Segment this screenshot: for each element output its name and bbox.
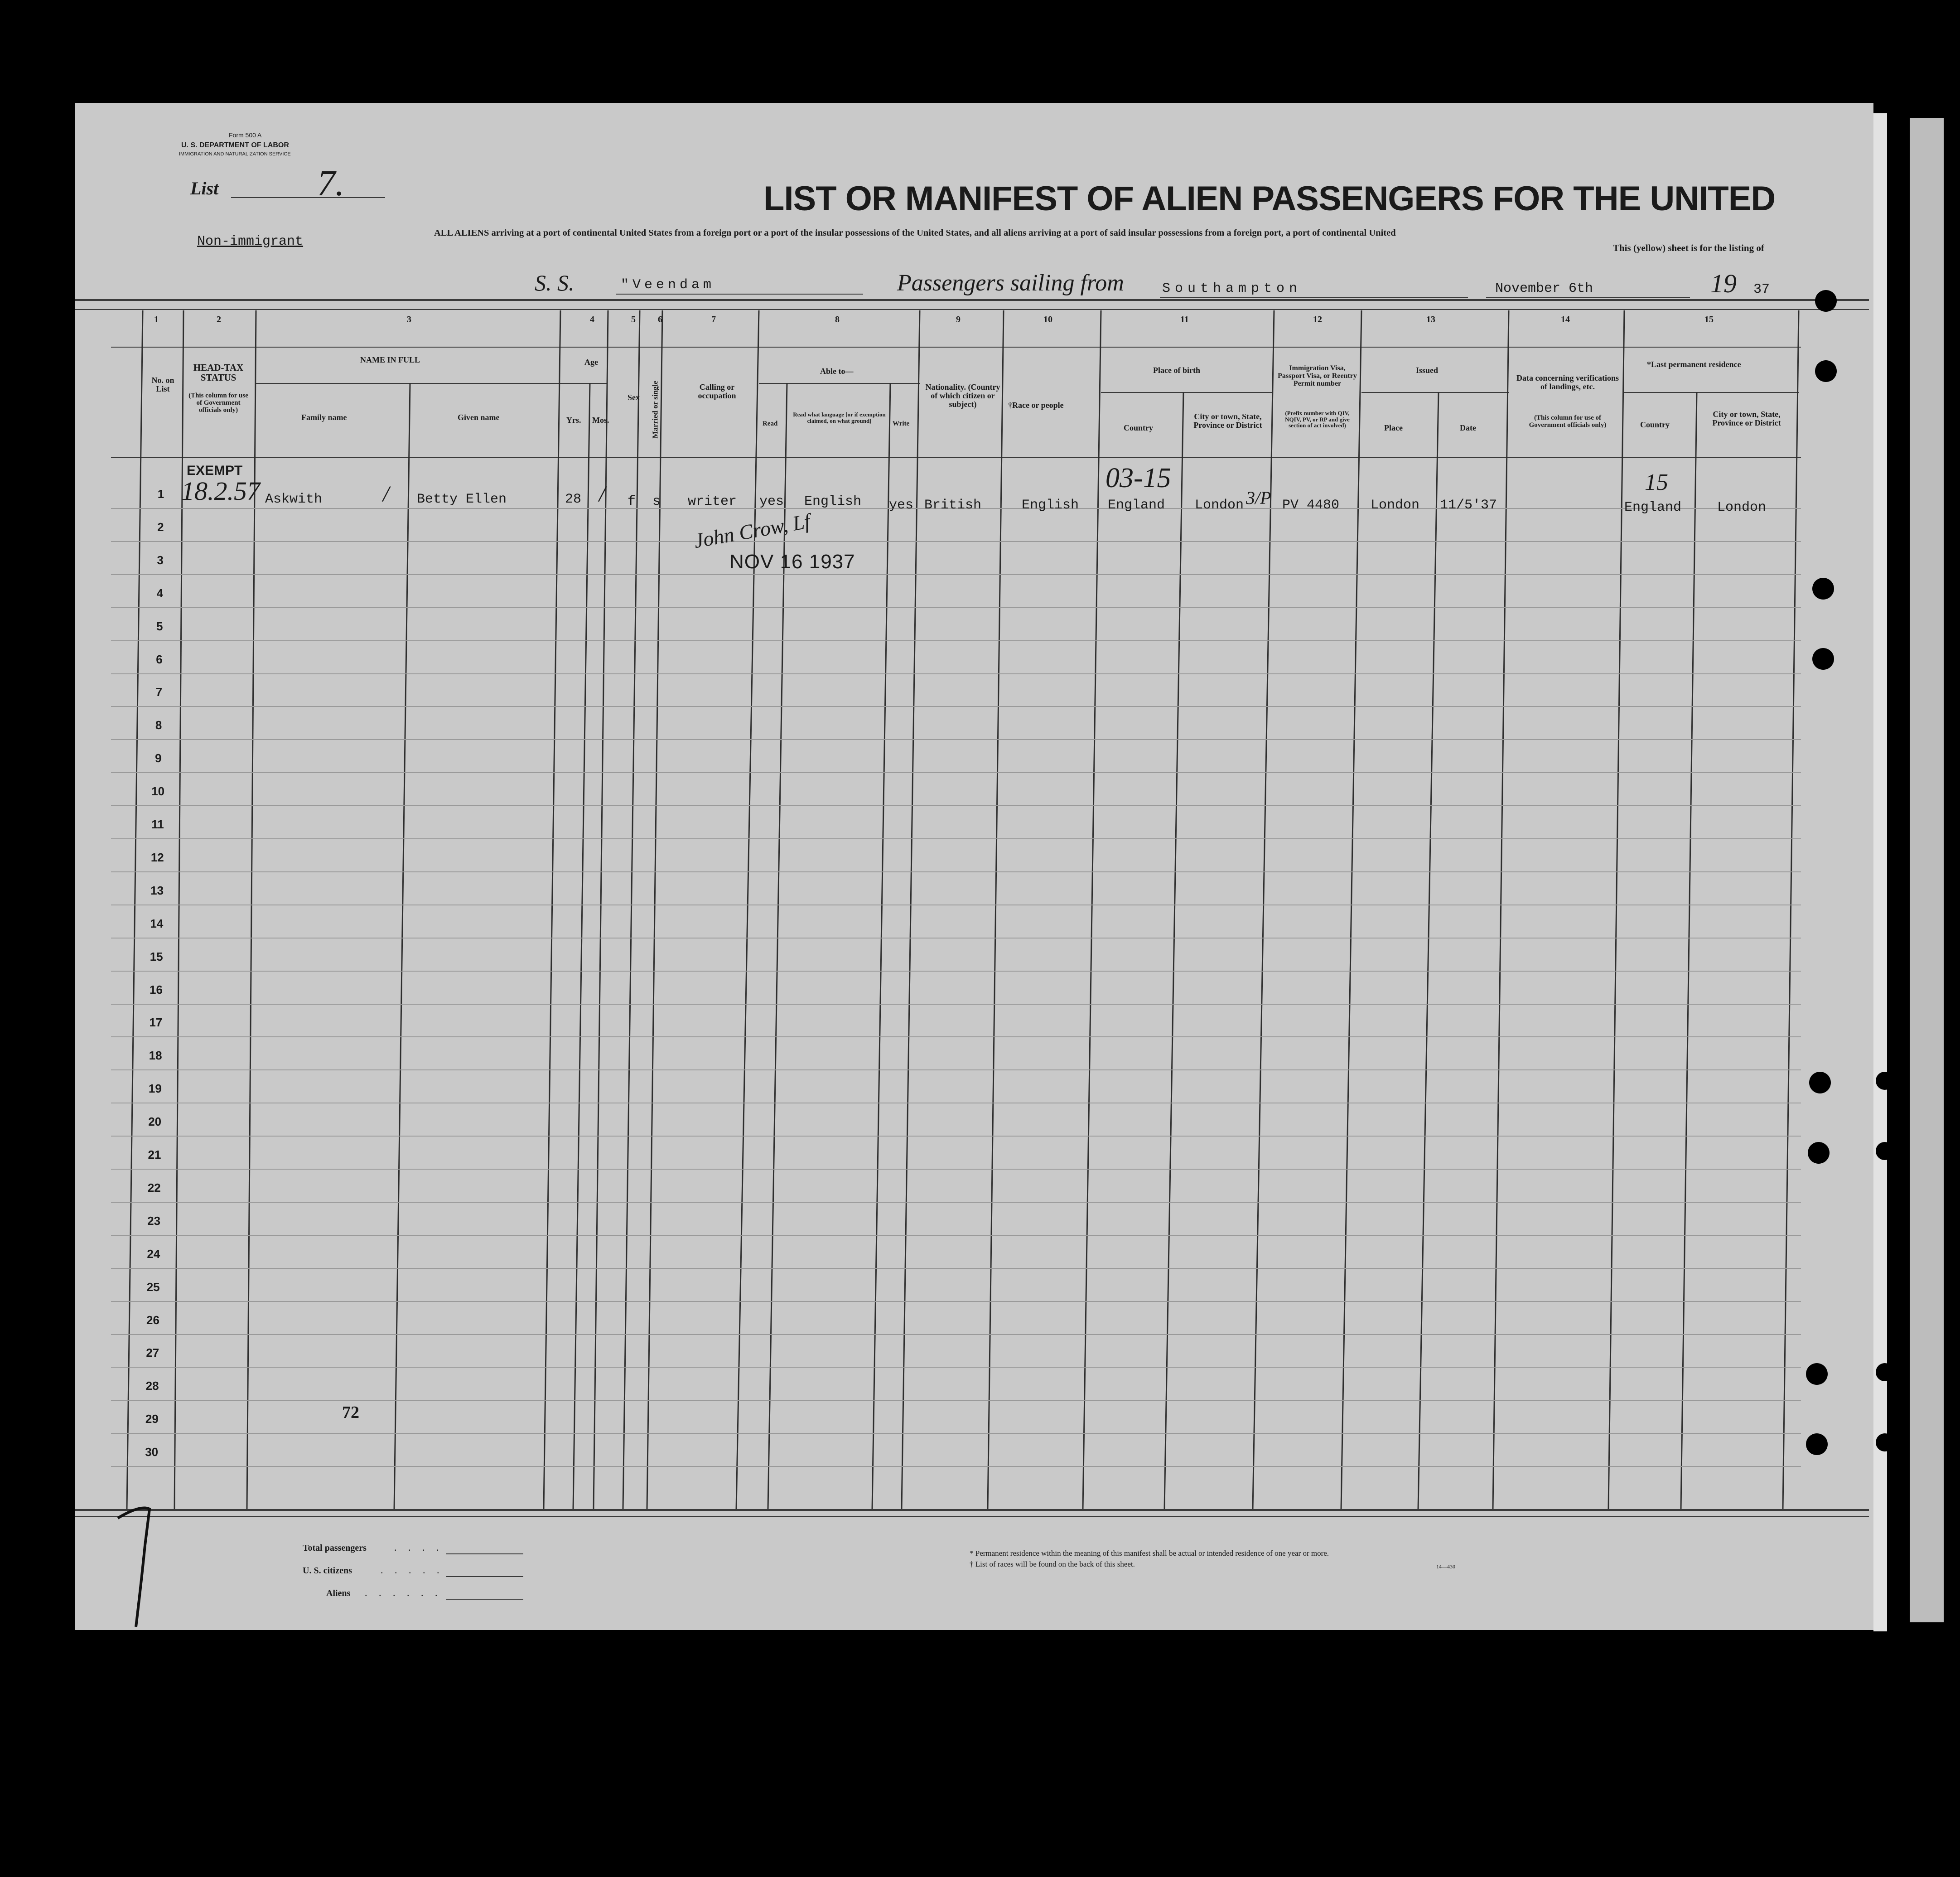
- row-number: 5: [156, 619, 163, 633]
- binder-hole-edge: [1876, 1363, 1894, 1381]
- issued-place: London: [1371, 498, 1420, 513]
- header-given-name: Given name: [458, 413, 500, 422]
- row-number: 18: [149, 1049, 162, 1063]
- binder-hole: [1808, 1142, 1830, 1164]
- header-calling: Calling or occupation: [698, 382, 736, 400]
- colnum-2: 2: [217, 314, 221, 324]
- visa-number: PV 4480: [1282, 498, 1340, 513]
- row-number: 29: [145, 1412, 159, 1426]
- header-pob-city: City or town, State, Province or District: [1193, 412, 1262, 430]
- row-number: 25: [146, 1280, 160, 1294]
- service: IMMIGRATION AND NATURALIZATION SERVICE: [179, 151, 291, 157]
- footer-aliens-line: [446, 1599, 523, 1600]
- header-issued-place: Place: [1384, 423, 1403, 432]
- row-number: 22: [147, 1180, 161, 1195]
- row-rule: [111, 1367, 1801, 1368]
- row-rule: [111, 1433, 1801, 1434]
- row-number: 21: [148, 1148, 161, 1161]
- row-number: 6: [156, 652, 163, 666]
- colnum-5: 5: [631, 314, 636, 324]
- header-visa-note: (Prefix number with QIV, NQIV, PV, or RP and give section of act involved): [1285, 410, 1350, 429]
- race: English: [1022, 498, 1079, 513]
- row-rule: [111, 706, 1801, 707]
- header-sex: Sex: [628, 393, 640, 402]
- row-number: 27: [146, 1346, 159, 1360]
- department: U. S. DEPARTMENT OF LABOR: [181, 141, 289, 149]
- header-no-on-list: No. on List: [151, 376, 174, 393]
- row-number: 26: [146, 1313, 159, 1327]
- row-number: 7: [155, 685, 163, 699]
- page-title: LIST OR MANIFEST OF ALIEN PASSENGERS FOR THE UNITED: [763, 179, 1776, 218]
- colnum-11: 11: [1180, 314, 1189, 324]
- year-prefix: 19: [1710, 269, 1737, 298]
- header-yrs: Yrs.: [566, 416, 581, 425]
- row-number: 17: [149, 1016, 163, 1030]
- form-number: Form 500 A: [229, 131, 262, 139]
- row-number: 16: [150, 982, 163, 997]
- header-read-language: Read what language [or if exemption claimed, on what ground]: [793, 411, 886, 424]
- footer-aliens-dots: . . . . . .: [365, 1587, 442, 1598]
- header-lr-country: Country: [1640, 420, 1670, 429]
- row-rule: [111, 1004, 1801, 1005]
- can-write: yes: [889, 498, 914, 513]
- footer-total-dots: . . . .: [394, 1542, 444, 1553]
- inspection-date-stamp: NOV 16 1937: [729, 551, 855, 573]
- lr-city: London: [1717, 500, 1767, 515]
- row-rule: [111, 971, 1801, 972]
- header-pob-country: Country: [1124, 423, 1154, 432]
- nationality: British: [924, 498, 982, 513]
- binder-hole: [1806, 1433, 1828, 1455]
- can-read: yes: [759, 494, 784, 509]
- colnum-1: 1: [154, 314, 159, 324]
- row-number: 20: [148, 1115, 162, 1129]
- age-months-mark: /: [599, 481, 605, 506]
- row-number: 3: [157, 553, 164, 567]
- head-tax-stamp: EXEMPT: [187, 463, 243, 478]
- row-number: 24: [147, 1247, 160, 1261]
- row-number: 1: [157, 487, 164, 501]
- header-verifications-note: (This column for use of Government officials only): [1529, 414, 1607, 429]
- row-number: 11: [151, 818, 164, 831]
- colnum-13: 13: [1426, 314, 1435, 324]
- inspector-signature: John Crow, Lf: [692, 509, 812, 553]
- header-married: Married or single: [651, 381, 660, 439]
- lr-country: England: [1624, 500, 1682, 515]
- binder-hole: [1809, 1072, 1831, 1093]
- list-label: List: [190, 178, 219, 198]
- margin-handwritten-mark: [109, 1491, 163, 1636]
- instructions-line1: ALL ALIENS arriving at a port of continental United States from a foreign port or a port of the insular possessions of the United States, and all aliens arriving at a port of said insular possessions from a foreign port, a port of continental United: [434, 228, 1396, 238]
- row-number: 28: [145, 1379, 159, 1393]
- row-rule: [111, 1301, 1801, 1302]
- colnum-3: 3: [407, 314, 411, 324]
- row-rule: [111, 1136, 1801, 1137]
- footer-us-dots: . . . . .: [381, 1564, 444, 1576]
- row-rule: [111, 805, 1801, 806]
- header-race: †Race or people: [1008, 401, 1064, 410]
- header-visa: Immigration Visa, Passport Visa, or Reentry Permit number: [1278, 364, 1357, 387]
- row-rule: [111, 1268, 1801, 1269]
- header-name-in-full: NAME IN FULL: [360, 355, 420, 364]
- ss-label: S. S.: [535, 270, 574, 295]
- family-name: Askwith: [265, 492, 323, 507]
- footer-code: 14—430: [1436, 1563, 1455, 1570]
- header-lr-city: City or town, State, Province or District: [1712, 410, 1781, 427]
- row-rule: [111, 1169, 1801, 1170]
- header-issued-date: Date: [1460, 423, 1476, 432]
- row-rule: [111, 871, 1801, 872]
- header-mos: Mos.: [592, 416, 609, 425]
- colnum-9: 9: [956, 314, 961, 324]
- binder-hole: [1806, 1363, 1828, 1385]
- age-years: 28: [565, 492, 582, 507]
- year-suffix: 37: [1753, 282, 1770, 297]
- header-issued: Issued: [1416, 366, 1439, 375]
- marital-status: s: [652, 494, 661, 509]
- row-rule: [111, 1036, 1801, 1037]
- row-number: 4: [156, 586, 164, 600]
- row-number: 12: [150, 850, 164, 864]
- row-number: 8: [155, 718, 162, 732]
- row-rule: [111, 1466, 1801, 1467]
- header-write: Write: [893, 420, 910, 427]
- sex: f: [628, 494, 636, 509]
- pob-country: England: [1108, 498, 1165, 513]
- row-number: 15: [150, 949, 163, 963]
- row-rule: [111, 838, 1801, 839]
- row-number: 9: [155, 751, 162, 765]
- row-rule: [111, 607, 1801, 608]
- colnum-6: 6: [658, 314, 662, 324]
- row-rule: [111, 640, 1801, 641]
- family-name-check: /: [383, 481, 389, 506]
- row-rule: [111, 739, 1801, 740]
- binder-hole: [1815, 360, 1837, 382]
- instructions-line2: This (yellow) sheet is for the listing of: [1613, 242, 1764, 253]
- row-number: 2: [157, 520, 164, 534]
- row-number: 14: [150, 916, 164, 930]
- row-rule: [111, 1202, 1801, 1203]
- row-rule: [111, 673, 1801, 674]
- row-rule: [111, 1235, 1801, 1236]
- sailing-label: Passengers sailing from: [897, 270, 1124, 296]
- given-name: Betty Ellen: [417, 492, 507, 507]
- colnum-12: 12: [1313, 314, 1322, 324]
- row-rule: [111, 1400, 1801, 1401]
- port-name: Southampton: [1162, 281, 1302, 296]
- row-rule: [111, 1069, 1801, 1070]
- colnum-15: 15: [1704, 314, 1714, 324]
- ship-name: "Veendam: [621, 277, 715, 293]
- pob-annotation: 03-15: [1106, 463, 1171, 493]
- binder-hole-edge: [1876, 1142, 1894, 1160]
- header-place-of-birth: Place of birth: [1153, 366, 1200, 375]
- footer-note-1: * Permanent residence within the meaning of this manifest shall be actual or intended residence of one year or more.: [970, 1549, 1329, 1558]
- footer-us-citizens-label: U. S. citizens: [303, 1566, 352, 1576]
- footer-total-label: Total passengers: [303, 1543, 367, 1553]
- pob-city-annotation: 3/P: [1246, 488, 1271, 508]
- row-rule: [111, 1334, 1801, 1335]
- issued-date: 11/5'37: [1440, 498, 1497, 513]
- read-language: English: [804, 494, 862, 509]
- colnum-14: 14: [1561, 314, 1570, 324]
- header-head-tax-note: (This column for use of Government officials only): [188, 392, 248, 414]
- category: Non-immigrant: [197, 234, 304, 249]
- footer-us-line: [446, 1576, 523, 1577]
- colnum-4: 4: [590, 314, 594, 324]
- footer-total-line: [446, 1553, 523, 1554]
- pob-city: London: [1195, 498, 1244, 513]
- colnum-8: 8: [835, 314, 840, 324]
- header-verifications: Data concerning verifications of landings, etc.: [1516, 373, 1619, 391]
- list-value: 7.: [317, 164, 344, 203]
- occupation: writer: [688, 494, 737, 509]
- row29-note: 72: [342, 1403, 359, 1422]
- header-read: Read: [763, 420, 778, 427]
- binder-hole-edge: [1876, 1433, 1894, 1451]
- lr-annotation: 15: [1645, 469, 1668, 495]
- sailing-date: November 6th: [1495, 281, 1593, 296]
- header-nationality: Nationality. (Country of which citizen or subject): [925, 382, 1000, 409]
- binder-hole: [1812, 648, 1834, 670]
- binder-hole-edge: [1876, 1072, 1894, 1090]
- row-number: 13: [150, 883, 164, 897]
- header-age: Age: [584, 358, 598, 367]
- colnum-10: 10: [1043, 314, 1052, 324]
- row-rule: [111, 772, 1801, 773]
- header-head-tax: HEAD-TAX STATUS: [193, 362, 244, 383]
- header-last-residence: *Last permanent residence: [1647, 360, 1741, 369]
- row-number: 23: [147, 1214, 161, 1228]
- row-rule: [111, 574, 1801, 575]
- colnum-7: 7: [711, 314, 716, 324]
- footer-note-2: † List of races will be found on the back of this sheet.: [970, 1560, 1135, 1568]
- row-rule: [111, 541, 1801, 542]
- head-tax-handwritten: 18.2.57: [181, 476, 260, 506]
- row-number: 30: [145, 1445, 159, 1459]
- row-number: 10: [151, 784, 165, 798]
- footer-aliens-label: Aliens: [326, 1588, 351, 1598]
- header-able-to: Able to—: [820, 367, 854, 376]
- binder-hole: [1812, 578, 1834, 600]
- row-number: 19: [148, 1082, 162, 1096]
- header-family-name: Family name: [301, 413, 347, 422]
- binder-hole: [1815, 290, 1837, 312]
